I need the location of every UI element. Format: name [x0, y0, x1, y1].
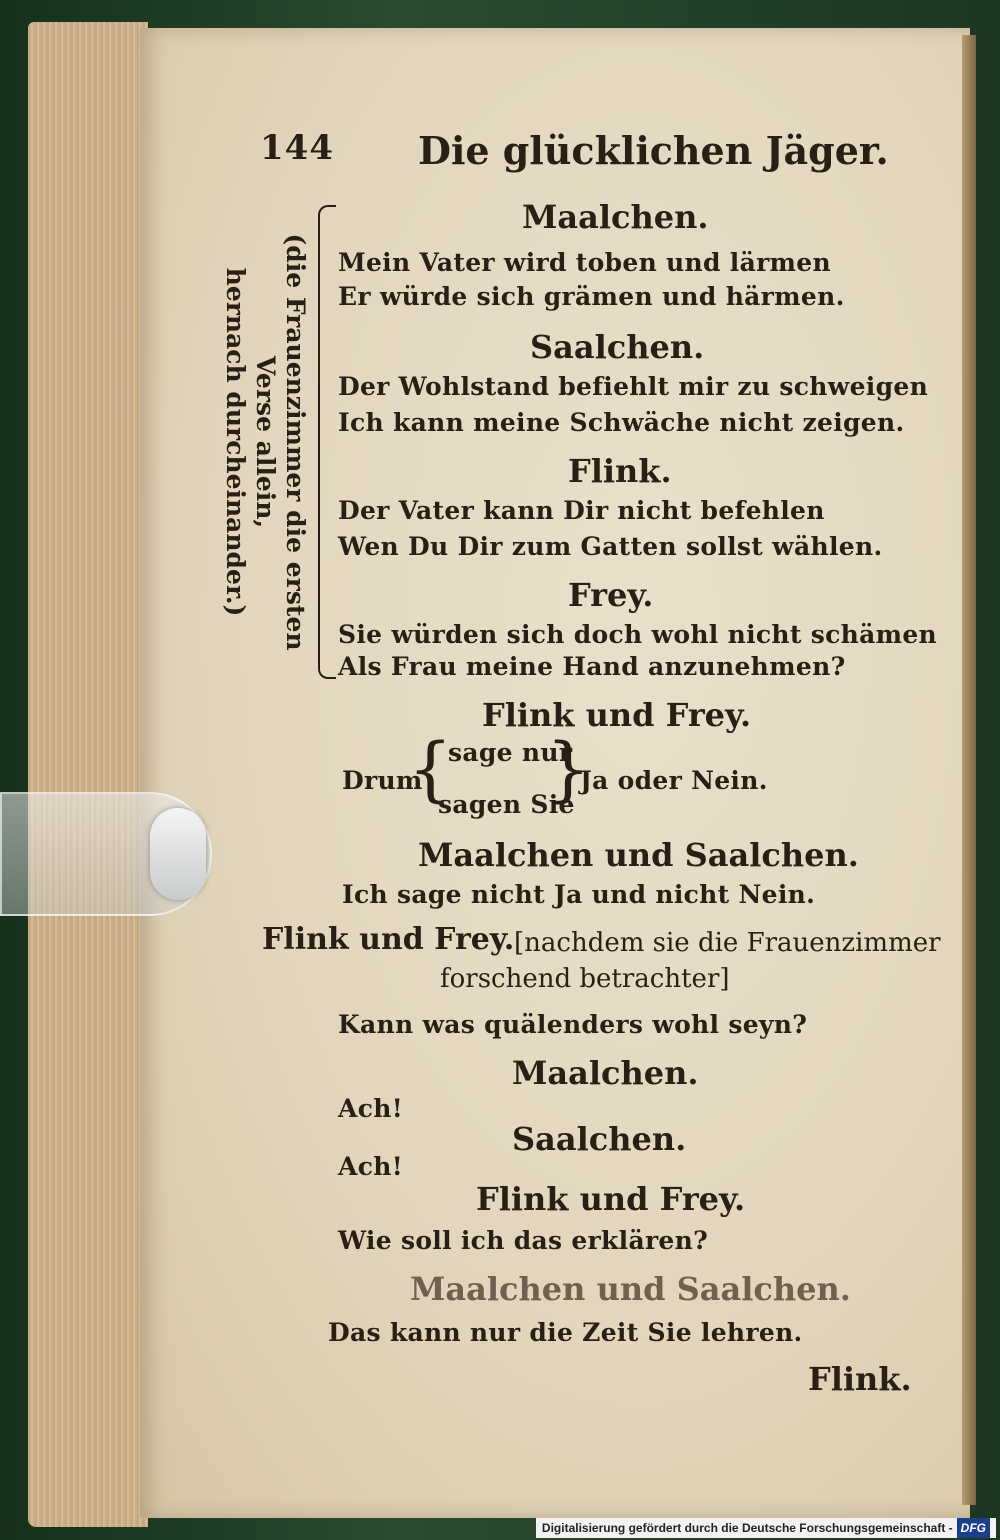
speaker-maalchen-und-saalchen: Maalchen und Saalchen.	[410, 1270, 851, 1308]
running-title: Die glücklichen Jäger.	[418, 128, 889, 173]
stage-sidenote	[221, 200, 310, 685]
verse-line: Das kann nur die Zeit Sie lehren.	[328, 1318, 803, 1347]
verse-line: Wie soll ich das erklären?	[338, 1226, 709, 1255]
book-spine-edge	[962, 35, 976, 1505]
speaker-maalchen: Maalchen.	[512, 1054, 699, 1092]
verse-line: Als Frau meine Hand anzunehmen?	[338, 652, 846, 681]
page-scroll-slider[interactable]	[0, 792, 212, 916]
verse-line: Wen Du Dir zum Gatten sollst wählen.	[338, 532, 883, 561]
speaker-saalchen: Saalchen.	[530, 328, 705, 366]
sidenote-line-2: hernach durcheinander.)	[221, 267, 250, 617]
verse-line: Ich kann meine Schwäche nicht zeigen.	[338, 408, 905, 437]
slider-handle[interactable]	[150, 808, 206, 900]
catchword: Flink.	[808, 1360, 912, 1398]
sidenote-bracket	[318, 205, 336, 679]
speaker-saalchen: Saalchen.	[512, 1120, 687, 1158]
verse-line: Kann was quälenders wohl seyn?	[338, 1010, 808, 1039]
dfg-logo-icon: DFG	[957, 1518, 990, 1538]
speaker-flink-und-frey: Flink und Frey.	[482, 696, 752, 734]
verse-line: Sie würden sich doch wohl nicht schämen	[338, 620, 938, 649]
verse-line: Der Vater kann Dir nicht befehlen	[338, 496, 825, 525]
book-page-edges	[28, 22, 148, 1527]
verse-line: Ich sage nicht Ja und nicht Nein.	[342, 880, 816, 909]
speaker-frey: Frey.	[568, 576, 654, 614]
page-number: 144	[260, 128, 334, 168]
funding-footer	[536, 1518, 996, 1538]
footer-text: Digitalisierung gefördert durch die Deutsche Forschungsgemeinschaft -	[541, 1521, 953, 1535]
speaker-maalchen: Maalchen.	[522, 198, 709, 236]
sidenote-line-1: (die Frauenzimmer die ersten Verse allein,	[251, 233, 310, 651]
speaker-flink-und-frey: Flink und Frey.	[262, 922, 515, 957]
stage-direction: forschend betrachter]	[440, 964, 730, 994]
sidenote-text	[221, 202, 310, 682]
speaker-maalchen-und-saalchen: Maalchen und Saalchen.	[418, 836, 859, 874]
verse-line: Ach!	[338, 1152, 403, 1181]
verse-option-1: sage nur	[448, 738, 573, 767]
verse-line: Mein Vater wird toben und lärmen	[338, 248, 831, 277]
stage-direction: [nachdem sie die Frauenzimmer	[514, 928, 941, 958]
verse-line: Ach!	[338, 1094, 403, 1123]
speaker-flink: Flink.	[568, 452, 672, 490]
left-brace-glyph: {	[408, 728, 453, 810]
speaker-flink-und-frey: Flink und Frey.	[476, 1180, 746, 1218]
verse-line: Der Wohlstand befiehlt mir zu schweigen	[338, 372, 929, 401]
verse-answer: Ja oder Nein.	[580, 766, 768, 795]
verse-drum: Drum	[342, 766, 423, 795]
verse-option-2: sagen Sie	[438, 790, 575, 819]
verse-line: Er würde sich grämen und härmen.	[338, 282, 845, 311]
right-brace-glyph: }	[546, 728, 591, 810]
